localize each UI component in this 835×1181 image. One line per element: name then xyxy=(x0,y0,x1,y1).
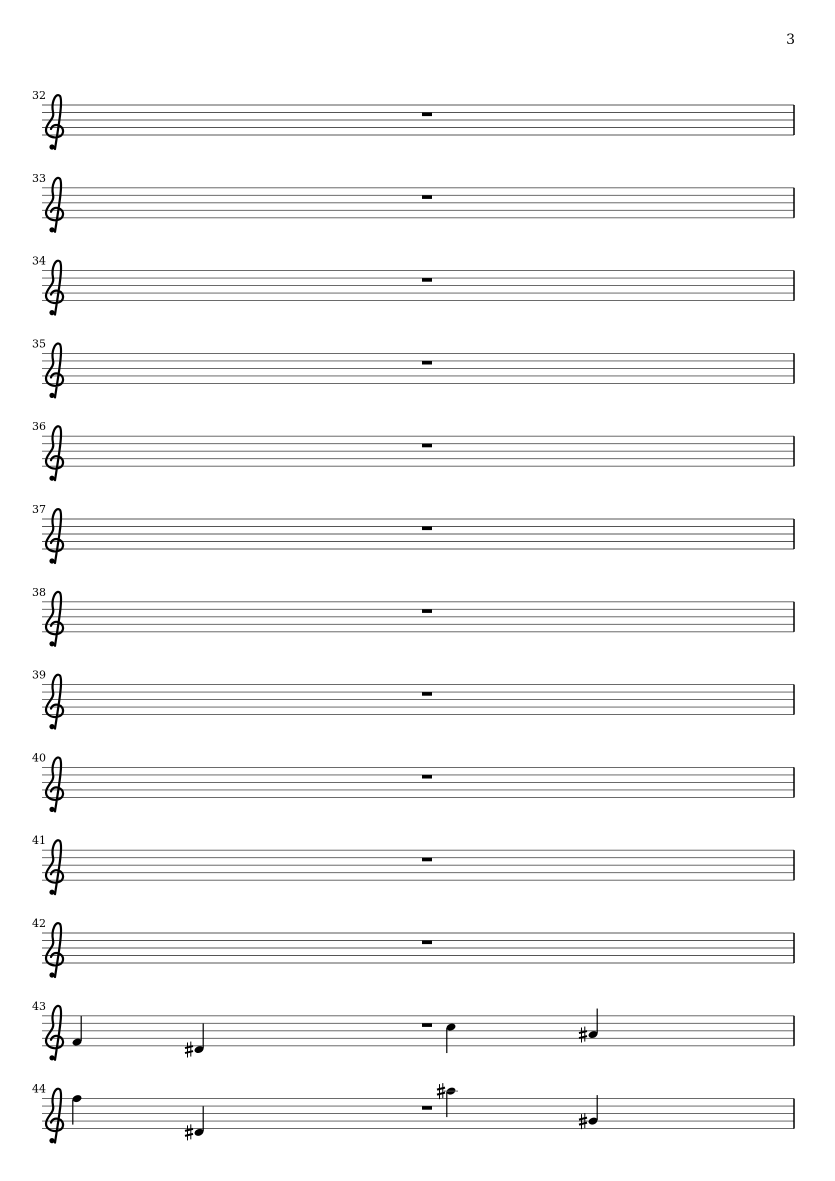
note xyxy=(579,1095,598,1129)
treble-clef-icon xyxy=(46,675,63,730)
whole-rest xyxy=(422,1106,432,1110)
measure-number: 42 xyxy=(32,917,46,930)
measure-number: 34 xyxy=(32,254,46,268)
note xyxy=(579,1009,598,1043)
staff-system xyxy=(32,751,794,812)
whole-rest xyxy=(422,775,432,779)
sharp-icon xyxy=(579,1027,587,1043)
sharp-icon xyxy=(185,1042,193,1058)
measure-number: 41 xyxy=(32,834,46,848)
staff-system xyxy=(32,172,794,233)
note xyxy=(185,1024,204,1058)
measure-number: 37 xyxy=(32,503,46,516)
note xyxy=(422,1083,458,1117)
whole-rest xyxy=(422,195,432,199)
staff-system xyxy=(32,1083,794,1144)
measure-number: 43 xyxy=(32,999,46,1013)
whole-rest xyxy=(422,527,432,531)
note xyxy=(72,1094,83,1125)
measure-number: 40 xyxy=(32,751,46,765)
sharp-icon xyxy=(185,1124,193,1140)
whole-rest xyxy=(422,113,432,117)
treble-clef-icon xyxy=(46,95,63,150)
staff-system xyxy=(32,420,794,481)
treble-clef-icon xyxy=(46,509,63,564)
treble-clef-icon xyxy=(46,261,63,316)
whole-rest xyxy=(422,609,432,613)
staff-system xyxy=(32,669,794,730)
staff-system xyxy=(32,503,794,564)
sharp-icon xyxy=(437,1083,445,1099)
whole-rest xyxy=(422,941,432,945)
treble-clef-icon xyxy=(46,923,63,978)
staff-system xyxy=(32,255,794,316)
whole-rest xyxy=(422,278,432,282)
measure-number: 44 xyxy=(32,1082,46,1096)
treble-clef-icon xyxy=(46,178,63,233)
treble-clef-icon xyxy=(46,592,63,647)
treble-clef-icon xyxy=(46,757,63,812)
whole-rest xyxy=(422,858,432,862)
whole-rest xyxy=(422,692,432,696)
staff-system xyxy=(32,337,794,398)
measure-number: 33 xyxy=(32,171,46,185)
note xyxy=(422,1022,456,1053)
measure-number: 35 xyxy=(32,337,46,351)
whole-rest xyxy=(422,361,432,365)
treble-clef-icon xyxy=(46,1006,63,1061)
measure-number: 36 xyxy=(32,420,46,434)
measure-number: 39 xyxy=(32,668,46,682)
treble-clef-icon xyxy=(46,343,63,398)
staff-system xyxy=(32,1000,794,1061)
staff-system xyxy=(32,89,794,150)
whole-rest xyxy=(422,444,432,448)
page-number: 3 xyxy=(786,32,795,48)
treble-clef-icon xyxy=(46,1089,63,1144)
whole-rest xyxy=(422,1023,432,1027)
measure-number: 38 xyxy=(32,585,46,599)
treble-clef-icon xyxy=(46,840,63,895)
staff-system xyxy=(32,917,794,978)
measure-number: 32 xyxy=(32,89,46,102)
note xyxy=(185,1106,204,1140)
staff-system xyxy=(32,834,794,895)
note xyxy=(72,1016,83,1047)
staff-system xyxy=(32,586,794,647)
treble-clef-icon xyxy=(46,426,63,481)
